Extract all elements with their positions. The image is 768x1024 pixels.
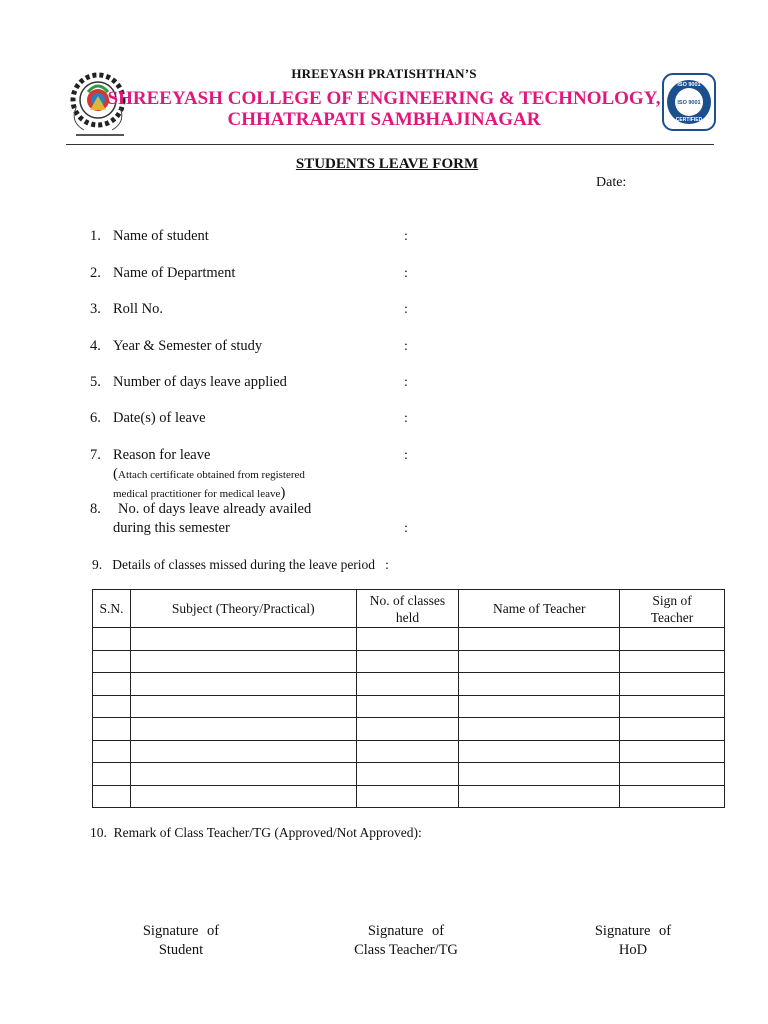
field-4-colon: : bbox=[404, 339, 408, 354]
column-header-classes-held: No. of classes held bbox=[356, 590, 459, 628]
table-cell[interactable] bbox=[356, 718, 459, 741]
table-cell[interactable] bbox=[459, 673, 620, 696]
signature-student bbox=[91, 922, 271, 960]
table-cell[interactable] bbox=[130, 628, 356, 651]
table-cell[interactable] bbox=[620, 650, 725, 673]
column-header-subject: Subject (Theory/Practical) bbox=[130, 590, 356, 628]
table-cell[interactable] bbox=[356, 763, 459, 786]
field-6-number: 6. bbox=[90, 410, 101, 426]
field-6-colon: : bbox=[404, 411, 408, 426]
table-row bbox=[93, 740, 725, 763]
table-cell[interactable] bbox=[93, 650, 131, 673]
field-1-number: 1. bbox=[90, 228, 101, 244]
table-cell[interactable] bbox=[620, 785, 725, 808]
table-cell[interactable] bbox=[620, 673, 725, 696]
field-7-note-line1: Attach certificate obtained from registered bbox=[118, 469, 305, 481]
signature-hod bbox=[543, 922, 723, 960]
table-row bbox=[93, 628, 725, 651]
field-8-label-line2: during this semester bbox=[113, 520, 230, 536]
table-cell[interactable] bbox=[356, 785, 459, 808]
table-row bbox=[93, 785, 725, 808]
table-cell[interactable] bbox=[459, 695, 620, 718]
signature-class-teacher-line1: Signature of bbox=[367, 923, 445, 939]
table-cell[interactable] bbox=[356, 628, 459, 651]
table-cell[interactable] bbox=[93, 628, 131, 651]
signature-class-teacher bbox=[316, 922, 496, 960]
field-8-label-line1: No. of days leave already availed bbox=[118, 501, 312, 517]
table-cell[interactable] bbox=[130, 650, 356, 673]
table-cell[interactable] bbox=[93, 785, 131, 808]
item-9-heading: 9. Details of classes missed during the leave period : bbox=[92, 557, 389, 572]
table-cell[interactable] bbox=[459, 718, 620, 741]
table-row bbox=[93, 718, 725, 741]
table-cell[interactable] bbox=[620, 695, 725, 718]
table-cell[interactable] bbox=[93, 740, 131, 763]
field-5-label: Number of days leave applied bbox=[113, 374, 287, 390]
field-3-number: 3. bbox=[90, 301, 101, 317]
field-7-colon: : bbox=[404, 448, 408, 463]
field-6-label: Date(s) of leave bbox=[113, 410, 206, 426]
table-cell[interactable] bbox=[130, 763, 356, 786]
table-row bbox=[93, 695, 725, 718]
field-7-label: Reason for leave bbox=[113, 447, 211, 463]
table-cell[interactable] bbox=[130, 673, 356, 696]
table-cell[interactable] bbox=[356, 695, 459, 718]
field-2-colon: : bbox=[404, 266, 408, 281]
iso-9001-certified-seal-icon bbox=[662, 73, 716, 131]
table-cell[interactable] bbox=[356, 650, 459, 673]
table-cell[interactable] bbox=[130, 740, 356, 763]
field-7-note bbox=[113, 465, 305, 503]
college-name-line1: SHREEYASH COLLEGE OF ENGINEERING & TECHNOLOGY, bbox=[107, 88, 661, 109]
field-7-note-line2: medical practitioner for medical leave bbox=[113, 488, 281, 500]
table-cell[interactable] bbox=[130, 785, 356, 808]
field-5-colon: : bbox=[404, 375, 408, 390]
college-name bbox=[0, 88, 768, 130]
field-3-label: Roll No. bbox=[113, 301, 163, 317]
table-row bbox=[93, 650, 725, 673]
table-cell[interactable] bbox=[459, 763, 620, 786]
field-2-label: Name of Department bbox=[113, 265, 236, 281]
table-header-row bbox=[93, 590, 725, 628]
field-8-colon: : bbox=[404, 521, 408, 536]
field-1-colon: : bbox=[404, 229, 408, 244]
signature-student-line2: Student bbox=[158, 942, 204, 958]
header-divider bbox=[66, 144, 714, 145]
signature-student-line1: Signature of bbox=[142, 923, 220, 939]
table-cell[interactable] bbox=[620, 718, 725, 741]
table-cell[interactable] bbox=[459, 740, 620, 763]
note-close-paren: ) bbox=[280, 485, 286, 501]
signature-hod-line1: Signature of bbox=[594, 923, 672, 939]
table-row bbox=[93, 673, 725, 696]
date-label: Date: bbox=[596, 175, 627, 190]
college-name-line2: CHHATRAPATI SAMBHAJINAGAR bbox=[227, 109, 541, 130]
iso-seal-bottom-text: CERTIFIED bbox=[675, 117, 703, 123]
signature-hod-line2: HoD bbox=[618, 942, 648, 958]
table-cell[interactable] bbox=[93, 718, 131, 741]
table-cell[interactable] bbox=[93, 695, 131, 718]
table-cell[interactable] bbox=[130, 695, 356, 718]
field-3-colon: : bbox=[404, 302, 408, 317]
field-8-number: 8. bbox=[90, 501, 101, 517]
column-header-teacher-name: Name of Teacher bbox=[459, 590, 620, 628]
table-cell[interactable] bbox=[93, 763, 131, 786]
table-cell[interactable] bbox=[459, 650, 620, 673]
field-4-number: 4. bbox=[90, 338, 101, 354]
classes-missed-table bbox=[92, 589, 725, 808]
table-cell[interactable] bbox=[620, 628, 725, 651]
table-cell[interactable] bbox=[459, 785, 620, 808]
iso-seal-center-text: ISO 9001 bbox=[677, 100, 701, 106]
field-4-label: Year & Semester of study bbox=[113, 338, 263, 354]
column-header-teacher-sign: Sign of Teacher bbox=[620, 590, 725, 628]
table-cell[interactable] bbox=[356, 673, 459, 696]
table-cell[interactable] bbox=[130, 718, 356, 741]
field-7-number: 7. bbox=[90, 447, 101, 463]
table-cell[interactable] bbox=[93, 673, 131, 696]
field-1-label: Name of student bbox=[113, 228, 209, 244]
field-2-number: 2. bbox=[90, 265, 101, 281]
table-cell[interactable] bbox=[620, 740, 725, 763]
column-header-sn: S.N. bbox=[93, 590, 131, 628]
signature-class-teacher-line2: Class Teacher/TG bbox=[354, 942, 458, 958]
table-row bbox=[93, 763, 725, 786]
iso-seal-top-text: ISO 9001 bbox=[677, 82, 701, 88]
field-5-number: 5. bbox=[90, 374, 101, 390]
form-title: STUDENTS LEAVE FORM bbox=[295, 156, 479, 172]
table-cell[interactable] bbox=[620, 763, 725, 786]
table-cell[interactable] bbox=[459, 628, 620, 651]
trust-name: HREEYASH PRATISHTHAN’S bbox=[291, 66, 477, 81]
table-cell[interactable] bbox=[356, 740, 459, 763]
item-10-remark: 10. Remark of Class Teacher/TG (Approved/Not Approved): bbox=[90, 825, 422, 840]
note-open-paren: ( bbox=[113, 466, 118, 482]
